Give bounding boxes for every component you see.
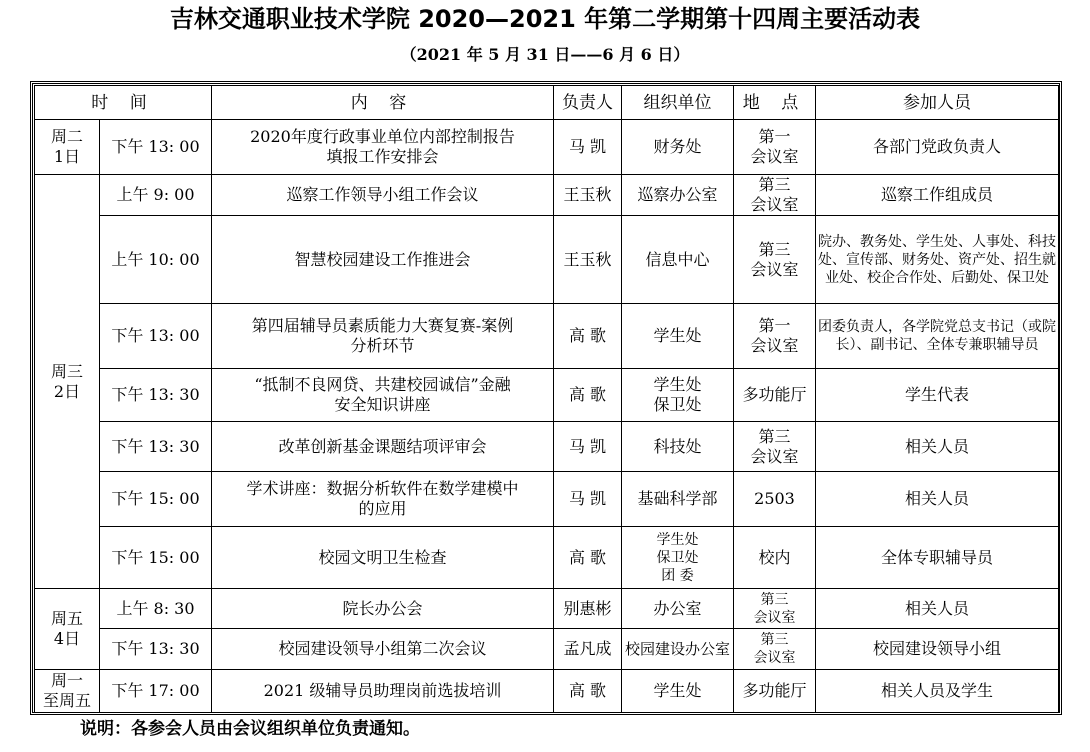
table-row (35, 304, 1059, 369)
place-cell: 第三 会议室 (734, 589, 816, 629)
time-cell: 下午 13: 00 (100, 120, 212, 175)
attendees-cell: 全体专职辅导员 (816, 527, 1059, 589)
place-cell: 多功能厅 (734, 670, 816, 713)
person-cell: 马 凯 (554, 472, 622, 527)
header-time: 时 间 (35, 86, 212, 120)
content-cell: 院长办公会 (212, 589, 554, 629)
content-cell: 第四届辅导员素质能力大赛复赛-案例 分析环节 (212, 304, 554, 369)
time-cell: 上午 8: 30 (100, 589, 212, 629)
content-cell: 校园建设领导小组第二次会议 (212, 629, 554, 670)
org-cell: 信息中心 (622, 216, 734, 304)
time-cell: 下午 13: 30 (100, 369, 212, 422)
attendees-cell: 校园建设领导小组 (816, 629, 1059, 670)
place-cell: 第三 会议室 (734, 629, 816, 670)
place-cell: 多功能厅 (734, 369, 816, 422)
time-cell: 下午 13: 30 (100, 629, 212, 670)
org-cell: 巡察办公室 (622, 175, 734, 216)
time-cell: 上午 9: 00 (100, 175, 212, 216)
table-row (35, 472, 1059, 527)
content-cell: 学术讲座：数据分析软件在数学建模中 的应用 (212, 472, 554, 527)
content-cell: 校园文明卫生检查 (212, 527, 554, 589)
person-cell: 高 歌 (554, 527, 622, 589)
place-cell: 第三 会议室 (734, 216, 816, 304)
person-cell: 马 凯 (554, 422, 622, 472)
person-cell: 高 歌 (554, 304, 622, 369)
content-cell: 智慧校园建设工作推进会 (212, 216, 554, 304)
table-row (35, 216, 1059, 304)
place-cell: 第一 会议室 (734, 304, 816, 369)
org-cell: 学生处 (622, 670, 734, 713)
org-cell: 办公室 (622, 589, 734, 629)
person-cell: 王玉秋 (554, 175, 622, 216)
org-cell: 基础科学部 (622, 472, 734, 527)
schedule-table (34, 85, 1059, 713)
table-header-row (35, 86, 1059, 120)
person-cell: 马 凯 (554, 120, 622, 175)
person-cell: 高 歌 (554, 670, 622, 713)
place-cell: 第三 会议室 (734, 175, 816, 216)
footnote: 说明：各参会人员由会议组织单位负责通知。 (80, 719, 420, 739)
day-cell: 周五 4日 (35, 589, 100, 670)
person-cell: 孟凡成 (554, 629, 622, 670)
place-cell: 第一 会议室 (734, 120, 816, 175)
org-cell: 校园建设办公室 (622, 629, 734, 670)
attendees-cell: 相关人员 (816, 472, 1059, 527)
attendees-cell: 相关人员 (816, 589, 1059, 629)
content-cell: 巡察工作领导小组工作会议 (212, 175, 554, 216)
org-cell: 财务处 (622, 120, 734, 175)
table-row (35, 175, 1059, 216)
date-range: （2021 年 5 月 31 日——6 月 6 日） (400, 45, 690, 64)
table-row (35, 120, 1059, 175)
person-cell: 高 歌 (554, 369, 622, 422)
page-title: 吉林交通职业技术学院 2020—2021 年第二学期第十四周主要活动表 (169, 5, 921, 33)
table-row (35, 422, 1059, 472)
day-cell: 周二 1日 (35, 120, 100, 175)
header-content: 内 容 (212, 86, 554, 120)
attendees-cell: 团委负责人，各学院党总支书记（或院长）、副书记、全体专兼职辅导员 (816, 304, 1059, 369)
content-cell: 2020年度行政事业单位内部控制报告 填报工作安排会 (212, 120, 554, 175)
time-cell: 下午 13: 00 (100, 304, 212, 369)
place-cell: 第三 会议室 (734, 422, 816, 472)
time-cell: 下午 15: 00 (100, 472, 212, 527)
org-cell: 学生处 保卫处 (622, 369, 734, 422)
time-cell: 下午 15: 00 (100, 527, 212, 589)
org-cell: 学生处 保卫处 团 委 (622, 527, 734, 589)
table-row (35, 527, 1059, 589)
table-row (35, 589, 1059, 629)
attendees-cell: 各部门党政负责人 (816, 120, 1059, 175)
time-cell: 下午 17: 00 (100, 670, 212, 713)
header-org: 组织单位 (622, 86, 734, 120)
header-place: 地 点 (734, 86, 816, 120)
attendees-cell: 相关人员及学生 (816, 670, 1059, 713)
day-cell: 周三 2日 (35, 175, 100, 589)
table-row (35, 629, 1059, 670)
person-cell: 别惠彬 (554, 589, 622, 629)
time-cell: 上午 10: 00 (100, 216, 212, 304)
attendees-cell: 学生代表 (816, 369, 1059, 422)
content-cell: 改革创新基金课题结项评审会 (212, 422, 554, 472)
org-cell: 科技处 (622, 422, 734, 472)
day-cell: 周一 至周五 (35, 670, 100, 713)
place-cell: 校内 (734, 527, 816, 589)
attendees-cell: 巡察工作组成员 (816, 175, 1059, 216)
time-cell: 下午 13: 30 (100, 422, 212, 472)
content-cell: 2021 级辅导员助理岗前选拔培训 (212, 670, 554, 713)
person-cell: 王玉秋 (554, 216, 622, 304)
header-attendees: 参加人员 (816, 86, 1059, 120)
table-row (35, 369, 1059, 422)
header-person: 负责人 (554, 86, 622, 120)
attendees-cell: 相关人员 (816, 422, 1059, 472)
table-row (35, 670, 1059, 713)
content-cell: “抵制不良网贷、共建校园诚信”金融 安全知识讲座 (212, 369, 554, 422)
place-cell: 2503 (734, 472, 816, 527)
org-cell: 学生处 (622, 304, 734, 369)
attendees-cell: 院办、教务处、学生处、人事处、科技处、宣传部、财务处、资产处、招生就业处、校企合作处、后勤处、保卫处 (816, 216, 1059, 304)
